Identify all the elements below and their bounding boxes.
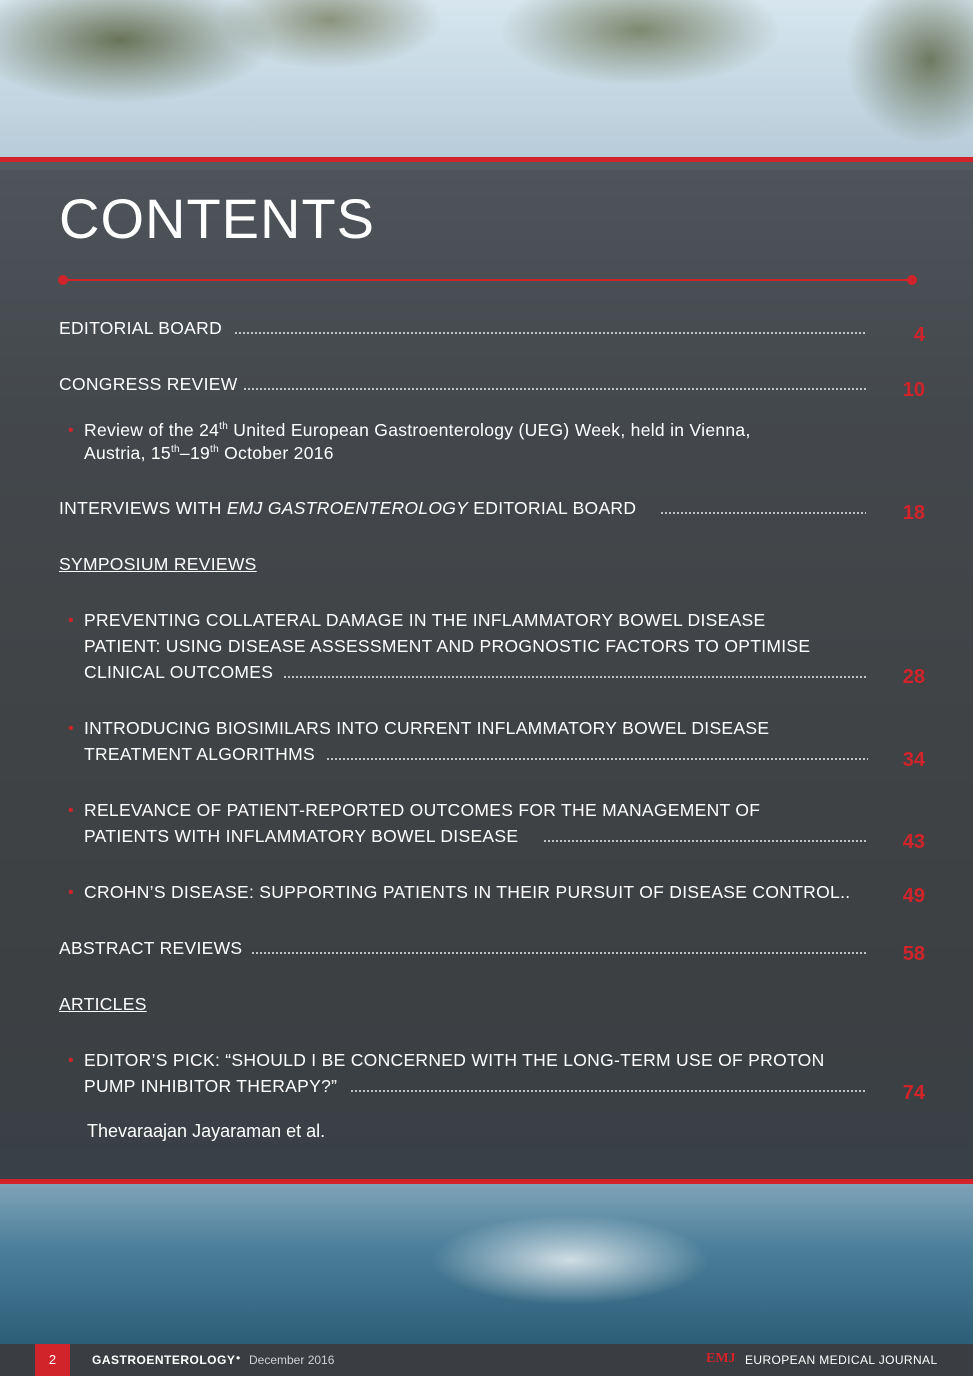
sub-text: United European Gastroenterology (UEG) Week, held in Vienna,: [228, 420, 751, 440]
toc-label: ARTICLES: [59, 994, 147, 1014]
toc-page-number: 43: [902, 831, 925, 853]
toc-page-number: 34: [902, 749, 925, 771]
sup-text: th: [170, 444, 180, 456]
footer-journal-name: GASTROENTEROLOGY: [92, 1353, 236, 1367]
sup-text: th: [210, 444, 219, 456]
toc-page-number: 4: [913, 324, 925, 346]
dot-leader: [283, 676, 868, 678]
toc-sym3-line1[interactable]: RELEVANCE OF PATIENT-REPORTED OUTCOMES FOR THE MANAGEMENT OF: [84, 800, 761, 820]
toc-congress-subitem[interactable]: [84, 420, 751, 441]
toc-label: ABSTRACT REVIEWS: [59, 938, 243, 958]
toc-label: EDITORIAL BOARD: [468, 498, 637, 518]
dot-leader: [234, 332, 866, 334]
bullet-icon: •: [68, 1052, 74, 1069]
toc-congress-review[interactable]: [59, 374, 238, 395]
dot-leader: [251, 952, 866, 954]
toc-sym4[interactable]: CROHN’S DISEASE: SUPPORTING PATIENTS IN THEIR PURSUIT OF DISEASE CONTROL..: [84, 882, 851, 902]
toc-congress-subitem-line2: [84, 443, 334, 464]
dot-leader: [543, 840, 868, 842]
page-footer: [0, 1344, 973, 1376]
bullet-icon: •: [68, 720, 74, 737]
toc-article1-line2: PUMP INHIBITOR THERAPY?”: [84, 1076, 338, 1096]
divider-right-dot: [907, 275, 917, 285]
toc-sym3-line2: PATIENTS WITH INFLAMMATORY BOWEL DISEASE: [84, 826, 519, 846]
footer-page-number: 2: [35, 1344, 70, 1376]
toc-abstract-reviews[interactable]: [59, 938, 242, 959]
footer-publisher: EUROPEAN MEDICAL JOURNAL: [745, 1353, 938, 1367]
footer-date: December 2016: [249, 1353, 335, 1367]
sub-text: Austria, 15: [84, 443, 171, 463]
toc-sym2-line1[interactable]: INTRODUCING BIOSIMILARS INTO CURRENT INFLAMMATORY BOWEL DISEASE: [84, 718, 770, 738]
bullet-icon: •: [68, 884, 74, 901]
bullet-icon: •: [68, 802, 74, 819]
page-title: CONTENTS: [59, 187, 375, 250]
toc-page-number: 10: [902, 379, 925, 401]
toc-interviews[interactable]: [59, 498, 636, 519]
dot-leader: [326, 758, 868, 760]
toc-page-number: 28: [902, 666, 925, 688]
bullet-icon: •: [68, 422, 74, 439]
toc-symposium-reviews-heading[interactable]: [59, 554, 257, 575]
title-divider: [62, 279, 912, 281]
toc-sym1-line2: PATIENT: USING DISEASE ASSESSMENT AND PROGNOSTIC FACTORS TO OPTIMISE: [84, 636, 811, 656]
sub-text: October 2016: [218, 443, 334, 463]
toc-page-number: 49: [902, 885, 925, 907]
dot-leader: [243, 388, 866, 390]
dot-leader: [660, 512, 866, 514]
toc-label: INTERVIEWS WITH: [59, 498, 227, 518]
footer-separator: •: [236, 1351, 241, 1365]
sub-text: Review of the 24: [84, 420, 220, 440]
toc-page-number: 74: [902, 1082, 925, 1104]
bottom-red-rule: [0, 1179, 973, 1184]
river-glare: [430, 1215, 710, 1305]
toc-label-journal: EMJ GASTROENTEROLOGY: [226, 498, 469, 518]
toc-label: SYMPOSIUM REVIEWS: [59, 554, 257, 574]
sub-text: –19: [179, 443, 211, 463]
article-author: Thevaraajan Jayaraman et al.: [87, 1121, 326, 1141]
toc-label: CONGRESS REVIEW: [59, 374, 238, 394]
toc-sym2-line2: TREATMENT ALGORITHMS: [84, 744, 315, 764]
sup-text: th: [219, 421, 229, 433]
emj-logo: EMJ: [706, 1351, 736, 1366]
header-photo-sky: [0, 0, 973, 170]
toc-page-number: 18: [902, 502, 925, 524]
toc-articles-heading[interactable]: [59, 994, 147, 1015]
toc-sym1-line3: CLINICAL OUTCOMES: [84, 662, 274, 682]
toc-article1-line1[interactable]: EDITOR’S PICK: “SHOULD I BE CONCERNED WITH THE LONG-TERM USE OF PROTON: [84, 1050, 825, 1070]
toc-sym1-line1[interactable]: PREVENTING COLLATERAL DAMAGE IN THE INFLAMMATORY BOWEL DISEASE: [84, 610, 766, 630]
toc-label: EDITORIAL BOARD: [59, 318, 223, 338]
toc-editorial-board[interactable]: [59, 318, 222, 339]
toc-page-number: 58: [902, 943, 925, 965]
top-red-rule: [0, 157, 973, 162]
dot-leader: [350, 1090, 866, 1092]
bullet-icon: •: [68, 612, 74, 629]
